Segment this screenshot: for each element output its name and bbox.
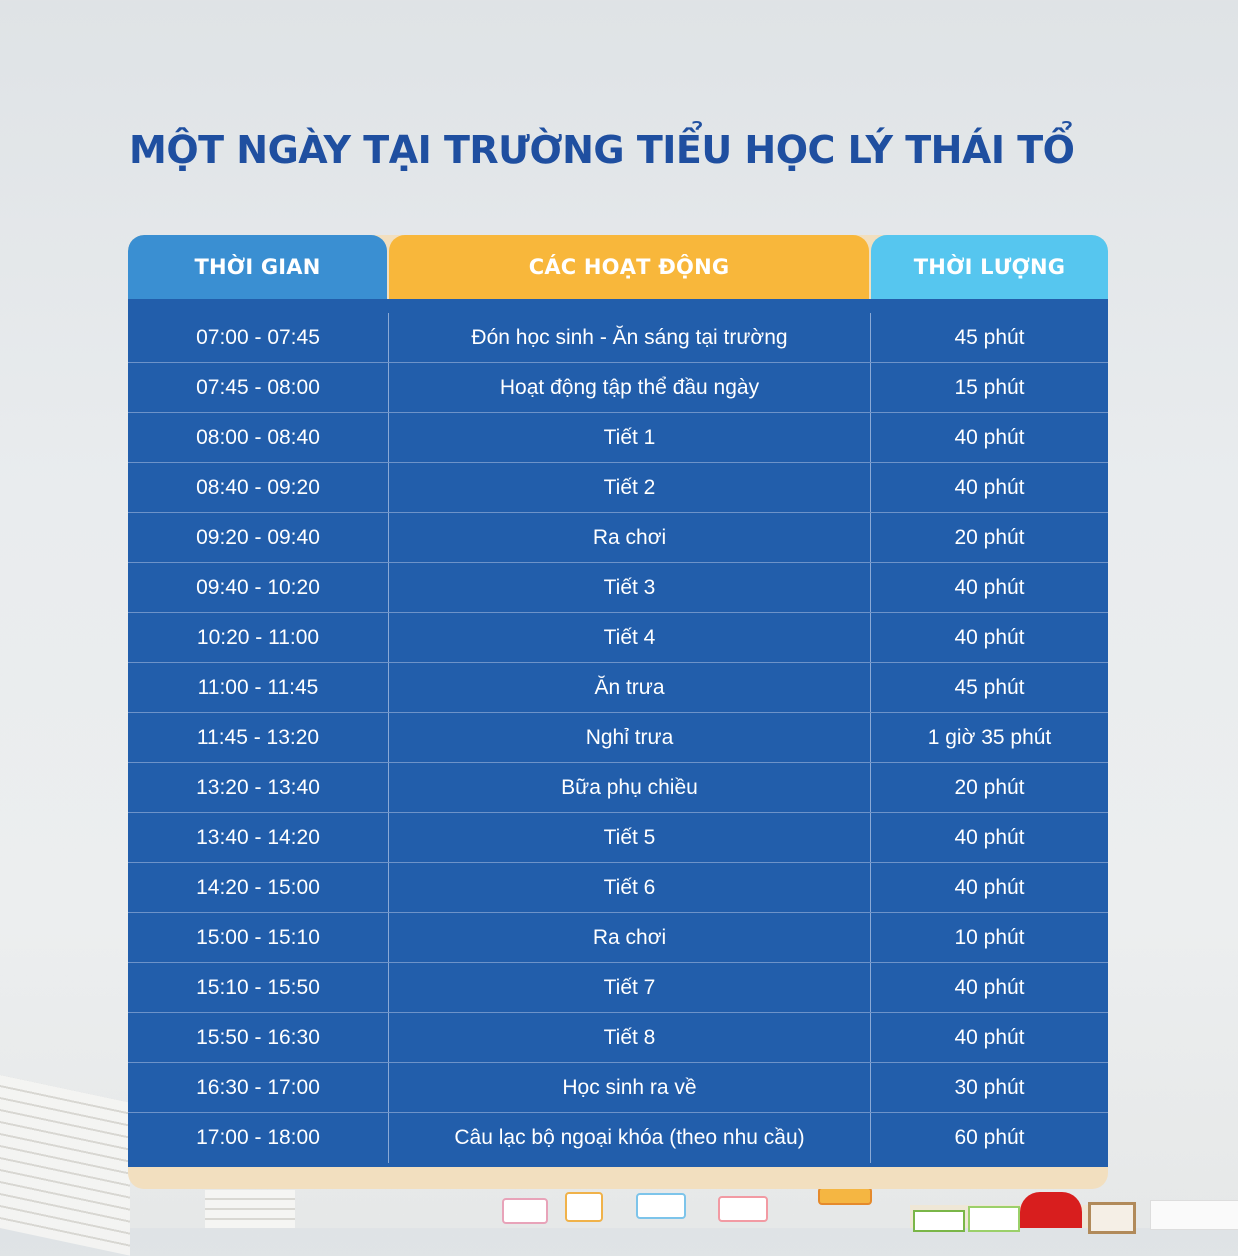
board-card [968,1206,1020,1232]
duration-cell: 40 phút [954,425,1025,449]
table-row [128,363,1108,413]
activity-cell: Ra chơi [389,513,871,562]
time-cell: 09:20 - 09:40 [128,513,389,562]
table-row [128,663,1108,713]
duration-cell: 40 phút [954,475,1025,499]
duration-cell: 40 phút [954,625,1025,649]
table-row [128,963,1108,1013]
time-cell: 14:20 - 15:00 [128,863,389,912]
table-row [128,613,1108,663]
wall-decoration-banner [818,1187,872,1205]
wall-poster [1150,1200,1238,1230]
activity-cell: Học sinh ra về [389,1063,871,1112]
time-cell: 08:40 - 09:20 [128,463,389,512]
activity-cell: Tiết 7 [389,963,871,1012]
duration-cell: 15 phút [954,375,1025,399]
activity-cell: Tiết 3 [389,563,871,612]
activity-cell: Tiết 6 [389,863,871,912]
board-card [913,1210,965,1232]
duration-cell: 20 phút [954,525,1025,549]
time-cell: 15:50 - 16:30 [128,1013,389,1062]
time-cell: 10:20 - 11:00 [128,613,389,662]
time-cell: 11:45 - 13:20 [128,713,389,762]
activity-cell: Câu lạc bộ ngoại khóa (theo nhu cầu) [389,1113,871,1163]
activity-cell: Hoạt động tập thể đầu ngày [389,363,871,412]
page-title: MỘT NGÀY TẠI TRƯỜNG TIỂU HỌC LÝ THÁI TỔ [129,128,1075,172]
activity-cell: Tiết 2 [389,463,871,512]
duration-cell: 10 phút [954,925,1025,949]
duration-cell: 45 phút [954,325,1025,349]
activity-cell: Ra chơi [389,913,871,962]
time-cell: 13:20 - 13:40 [128,763,389,812]
duration-cell: 40 phút [954,975,1025,999]
duration-cell: 40 phút [954,575,1025,599]
duration-cell: 30 phút [954,1075,1025,1099]
red-flag [1020,1192,1082,1228]
table-row [128,299,1108,363]
table-row [128,513,1108,563]
time-cell: 09:40 - 10:20 [128,563,389,612]
table-row [128,1113,1108,1167]
header-time: THỜI GIAN [128,235,387,299]
activity-cell: Tiết 4 [389,613,871,662]
header-activity: CÁC HOẠT ĐỘNG [389,235,869,299]
schedule-table [128,235,1108,1189]
table-body [128,299,1108,1167]
time-cell: 07:00 - 07:45 [128,313,389,362]
time-cell: 13:40 - 14:20 [128,813,389,862]
table-row [128,763,1108,813]
duration-cell: 40 phút [954,825,1025,849]
table-row [128,863,1108,913]
duration-cell: 45 phút [954,675,1025,699]
duration-cell: 1 giờ 35 phút [927,725,1052,749]
table-row [128,413,1108,463]
duration-cell: 40 phút [954,1025,1025,1049]
wall-portrait [1088,1202,1136,1234]
wall-decoration-sign [718,1196,768,1222]
activity-cell: Tiết 8 [389,1013,871,1062]
time-cell: 07:45 - 08:00 [128,363,389,412]
table-row [128,813,1108,863]
time-cell: 08:00 - 08:40 [128,413,389,462]
activity-cell: Đón học sinh - Ăn sáng tại trường [389,313,871,362]
activity-cell: Nghỉ trưa [389,713,871,762]
duration-cell: 60 phút [954,1126,1025,1149]
activity-cell: Ăn trưa [389,663,871,712]
activity-cell: Bữa phụ chiều [389,763,871,812]
table-row [128,563,1108,613]
table-row [128,913,1108,963]
activity-cell: Tiết 1 [389,413,871,462]
activity-cell: Tiết 5 [389,813,871,862]
duration-cell: 40 phút [954,875,1025,899]
duration-cell: 20 phút [954,775,1025,799]
time-cell: 15:00 - 15:10 [128,913,389,962]
table-row [128,1013,1108,1063]
window-blind-center [205,1190,295,1228]
wall-decoration-sign [636,1193,686,1219]
table-row [128,713,1108,763]
window-blind-left [0,1075,130,1256]
table-row [128,463,1108,513]
header-duration: THỜI LƯỢNG [871,235,1108,299]
time-cell: 17:00 - 18:00 [128,1113,389,1163]
wall-decoration-sign [502,1198,548,1224]
wall-decoration-sign [565,1192,603,1222]
table-row [128,1063,1108,1113]
time-cell: 15:10 - 15:50 [128,963,389,1012]
time-cell: 16:30 - 17:00 [128,1063,389,1112]
time-cell: 11:00 - 11:45 [128,663,389,712]
